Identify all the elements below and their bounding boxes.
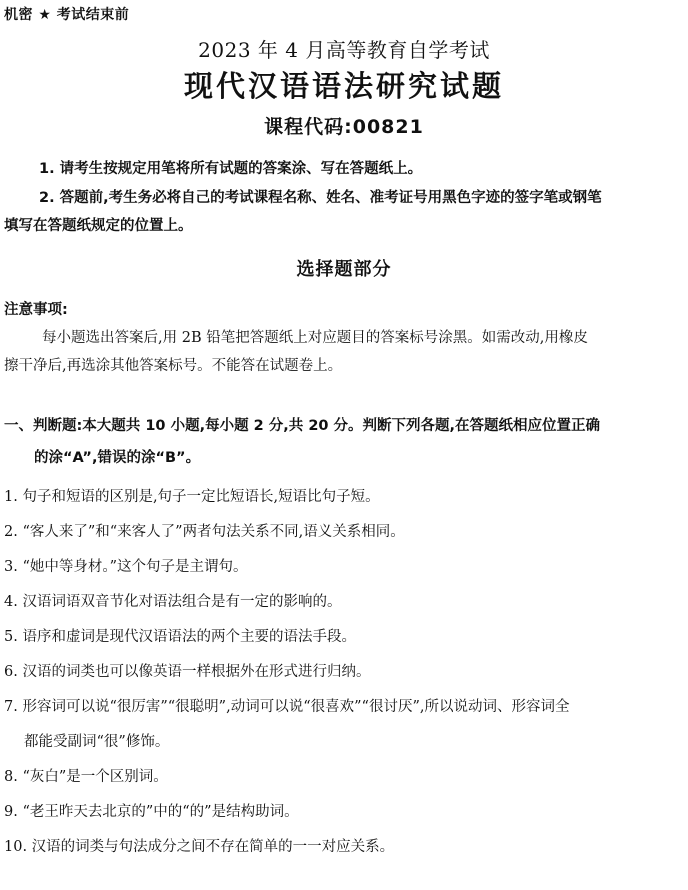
instruction-1 [4, 155, 664, 183]
question-item [4, 480, 670, 515]
question-item [4, 620, 670, 655]
exam-session-title: 2023 年 4 月高等教育自学考试 [198, 38, 490, 62]
notice-label: 注意事项: [4, 302, 68, 318]
part-one-heading-line-2: 的涂“A”,错误的涂“B”。 [34, 450, 201, 466]
question-text: 7. 形容词可以说“很厉害”“很聪明”,动词可以说“很喜欢”“很讨厌”,所以说动词、形容词全 [4, 699, 570, 715]
question-text: 3. “她中等身材。”这个句子是主谓句。 [4, 559, 248, 575]
question-text: 2. “客人来了”和“来客人了”两者句法关系不同,语义关系相同。 [4, 524, 405, 540]
question-item [4, 585, 670, 620]
part-one-heading [4, 410, 670, 474]
question-text: 5. 语序和虚词是现代汉语语法的两个主要的语法手段。 [4, 629, 356, 645]
paper-title: 现代汉语语法研究试题 [183, 69, 504, 103]
course-code: 课程代码:00821 [264, 116, 424, 138]
question-item [4, 655, 670, 690]
question-item [4, 690, 670, 760]
notice-line-1: 每小题选出答案后,用 2B 铅笔把答题纸上对应题目的答案标号涂黑。如需改动,用橡皮 [42, 330, 588, 346]
instruction-2-number: 2. [39, 190, 55, 206]
question-list [4, 480, 670, 865]
question-item [4, 830, 670, 865]
instruction-2-continuation: 填写在答题纸规定的位置上。 [4, 218, 193, 234]
question-item [4, 795, 670, 830]
question-text: 8. “灰白”是一个区别词。 [4, 769, 168, 785]
question-text: 9. “老王昨天去北京的”中的“的”是结构助词。 [4, 804, 299, 820]
question-text: 4. 汉语词语双音节化对语法组合是有一定的影响的。 [4, 594, 342, 610]
confidential-label: 机密 ★ 考试结束前 [4, 7, 130, 23]
question-continuation: 都能受副词“很”修饰。 [24, 734, 170, 750]
notice-body [4, 324, 666, 380]
question-text: 1. 句子和短语的区别是,句子一定比短语长,短语比句子短。 [4, 489, 380, 505]
question-item [4, 515, 670, 550]
part-one-heading-line-1: 一、判断题:本大题共 10 小题,每小题 2 分,共 20 分。判断下列各题,在答题纸相应位置正确 [4, 418, 601, 434]
question-text: 10. 汉语的词类与句法成分之间不存在简单的一一对应关系。 [4, 839, 395, 855]
instruction-2-text: 答题前,考生务必将自己的考试课程名称、姓名、准考证号用黑色字迹的签字笔或钢笔 [59, 190, 602, 206]
question-item [4, 760, 670, 795]
question-item [4, 550, 670, 585]
notice-line-2: 擦干净后,再选涂其他答案标号。不能答在试题卷上。 [4, 358, 343, 374]
instruction-2 [4, 184, 664, 240]
section-heading: 选择题部分 [296, 259, 392, 280]
instruction-1-number: 1. [39, 161, 55, 177]
question-text: 6. 汉语的词类也可以像英语一样根据外在形式进行归纳。 [4, 664, 371, 680]
instruction-1-text: 请考生按规定用笔将所有试题的答案涂、写在答题纸上。 [59, 161, 423, 177]
